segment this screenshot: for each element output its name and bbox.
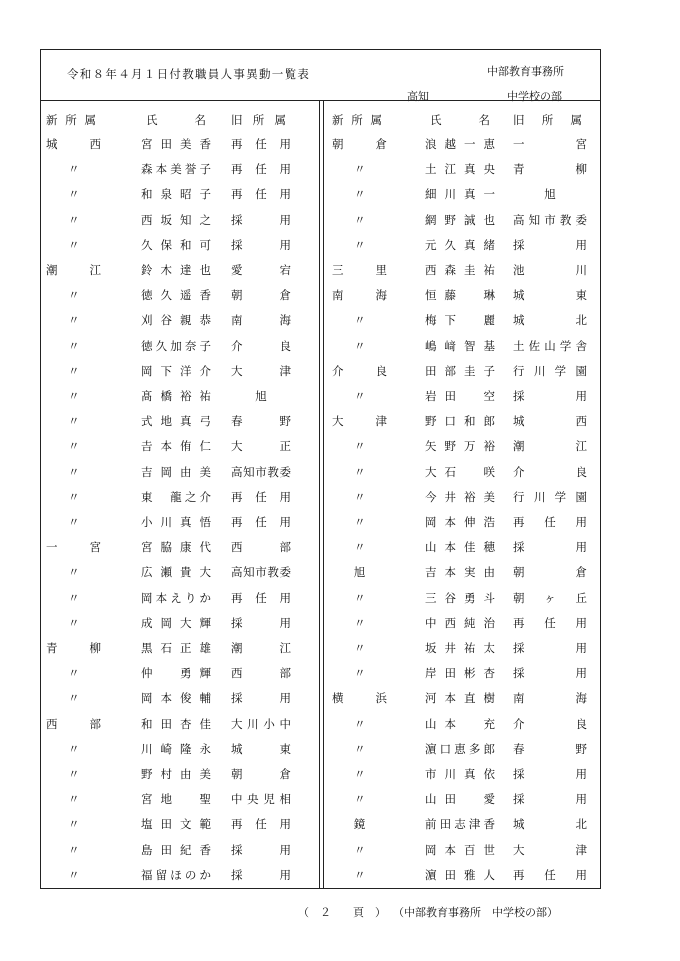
left-row-name: 成岡大輝 xyxy=(141,615,211,630)
right-row-old-post: 再任用 xyxy=(513,867,587,882)
left-row-old-post: 大川小中 xyxy=(231,716,291,731)
left-row-new-post: 〃 xyxy=(68,615,80,630)
left-row-name: 宮脇康代 xyxy=(141,540,211,555)
left-row-new-post: 〃 xyxy=(68,338,80,353)
right-row-old-post: 採 用 xyxy=(513,389,587,403)
right-row-name: 浪越一恵 xyxy=(425,137,495,151)
office-name: 中部教育事務所 xyxy=(487,65,564,78)
right-row-old-post: 行川学園 xyxy=(513,489,587,504)
right-row-old-post: 池 川 xyxy=(513,263,587,277)
left-row-old-post: 高知市教委 xyxy=(231,565,291,580)
left-row-new-post: 西 部 xyxy=(46,716,101,731)
left-row-new-post: 〃 xyxy=(68,313,80,328)
right-row-name: 今井裕美 xyxy=(425,489,495,504)
left-row-name: 広瀬貴大 xyxy=(141,565,211,580)
right-row-old-post: 採 用 xyxy=(513,767,587,781)
left-row-old-post: 西 部 xyxy=(231,540,291,555)
right-row-old-post: 介 良 xyxy=(513,464,587,479)
left-row-name: 岡下洋介 xyxy=(141,363,211,378)
left-row-name: 西坂知之 xyxy=(141,212,211,227)
left-row-old-post: 採 用 xyxy=(231,212,291,227)
right-row-new-post: 〃 xyxy=(354,439,366,454)
left-row-old-post: 大 津 xyxy=(231,363,291,378)
left-row-new-post: 〃 xyxy=(68,212,80,227)
column-header-name: 氏 名 xyxy=(146,113,206,127)
right-row-old-post: 採 用 xyxy=(513,237,587,252)
left-row-new-post: 〃 xyxy=(68,792,80,807)
right-row-new-post: 〃 xyxy=(354,741,366,756)
right-row-name: 岡本伸浩 xyxy=(425,515,495,529)
left-row-old-post: 採 用 xyxy=(231,842,291,857)
left-row-old-post: 愛 宕 xyxy=(231,263,291,277)
left-row-name: 黒石正雄 xyxy=(141,641,211,655)
left-row-name: 髙橋裕祐 xyxy=(141,389,211,403)
left-row-old-post: 旭 xyxy=(255,389,267,403)
page-number: （ ２ 頁 ） xyxy=(298,906,386,919)
left-row-name: 福留ほのか xyxy=(141,867,211,882)
right-row-name: 中西純治 xyxy=(425,615,495,630)
right-row-new-post: 大 津 xyxy=(332,414,387,429)
right-row-new-post: 〃 xyxy=(354,641,366,655)
right-row-new-post: 朝 倉 xyxy=(332,137,387,151)
right-row-name: 岡本百世 xyxy=(425,842,495,857)
right-row-old-post: 土佐山学舎 xyxy=(513,338,587,353)
left-row-old-post: 採 用 xyxy=(231,867,291,882)
left-row-new-post: 〃 xyxy=(68,842,80,857)
right-row-name: 西森圭祐 xyxy=(425,263,495,277)
left-row-old-post: 再任用 xyxy=(231,187,291,202)
left-row-name: 宮地 聖 xyxy=(141,792,211,807)
left-row-old-post: 再任用 xyxy=(231,515,291,529)
left-row-old-post: 城 東 xyxy=(231,741,291,756)
left-row-new-post: 〃 xyxy=(68,237,80,252)
left-row-name: 岡本えりか xyxy=(141,590,211,605)
right-row-name: 山本 充 xyxy=(425,716,495,731)
right-row-old-post: 城 東 xyxy=(513,288,587,303)
left-row-old-post: 採 用 xyxy=(231,237,291,252)
left-row-old-post: 大 正 xyxy=(231,439,291,454)
left-row-new-post: 〃 xyxy=(68,767,80,781)
right-row-name: 岸田彬杏 xyxy=(425,666,495,681)
right-row-new-post: 〃 xyxy=(354,666,366,681)
right-row-name: 網野誠也 xyxy=(425,212,495,227)
left-row-old-post: 採 用 xyxy=(231,615,291,630)
left-row-name: 塩田文範 xyxy=(141,817,211,832)
left-row-name: 川崎隆永 xyxy=(141,741,211,756)
left-row-name: 式地真弓 xyxy=(141,414,211,429)
right-row-name: 嶋﨑智基 xyxy=(425,338,495,353)
column-header-old-post: 旧所属 xyxy=(513,113,582,127)
left-row-name: 𠮷本侑仁 xyxy=(141,439,211,454)
right-row-new-post: 〃 xyxy=(354,792,366,807)
left-row-old-post: 高知市教委 xyxy=(231,464,291,479)
right-row-name: 土江真央 xyxy=(425,162,495,177)
left-row-new-post: 〃 xyxy=(68,867,80,882)
column-header-new-post: 新所属 xyxy=(332,113,382,127)
right-row-new-post: 〃 xyxy=(354,615,366,630)
right-row-name: 濵口恵多郎 xyxy=(425,741,495,756)
header-divider xyxy=(41,100,600,101)
column-divider-1 xyxy=(319,100,320,888)
right-row-name: 山田 愛 xyxy=(425,792,495,807)
left-row-name: 刈谷親恭 xyxy=(141,313,211,328)
left-row-old-post: 再任用 xyxy=(231,137,291,151)
left-row-old-post: 再任用 xyxy=(231,590,291,605)
column-divider-2 xyxy=(323,100,324,888)
left-row-name: 久保和可 xyxy=(141,237,211,252)
left-row-name: 島田紀香 xyxy=(141,842,211,857)
right-row-old-post: 朝ヶ丘 xyxy=(513,590,587,605)
left-row-name: 仲 勇輝 xyxy=(141,666,211,681)
right-row-old-post: 大 津 xyxy=(513,842,587,857)
right-row-old-post: 介 良 xyxy=(513,716,587,731)
left-row-old-post: 介 良 xyxy=(231,338,291,353)
right-row-old-post: 旭 xyxy=(544,187,556,202)
left-row-old-post: 春 野 xyxy=(231,414,291,429)
left-row-new-post: 〃 xyxy=(68,363,80,378)
left-row-old-post: 再任用 xyxy=(231,817,291,832)
left-row-new-post: 潮 江 xyxy=(46,263,101,277)
right-row-name: 大石 咲 xyxy=(425,464,495,479)
left-row-old-post: 南 海 xyxy=(231,313,291,328)
left-row-new-post: 城 西 xyxy=(46,137,101,151)
right-row-old-post: 朝 倉 xyxy=(513,565,587,580)
right-row-new-post: 三 里 xyxy=(332,263,387,277)
right-row-old-post: 高知市教委 xyxy=(513,212,587,227)
left-row-old-post: 潮 江 xyxy=(231,641,291,655)
right-row-new-post: 鏡 xyxy=(353,817,366,832)
left-row-old-post: 中央児相 xyxy=(231,792,291,807)
column-header-name: 氏 名 xyxy=(430,113,490,127)
footer-source: （中部教育事務所 中学校の部） xyxy=(393,906,558,919)
left-row-new-post: 〃 xyxy=(68,817,80,832)
right-row-name: 細川真一 xyxy=(425,187,495,202)
right-row-new-post: 〃 xyxy=(354,389,366,403)
left-row-new-post: 〃 xyxy=(68,389,80,403)
right-row-new-post: 旭 xyxy=(353,565,366,580)
right-row-new-post: 横 浜 xyxy=(332,691,387,706)
right-row-name: 田部圭子 xyxy=(425,363,495,378)
right-row-old-post: 採 用 xyxy=(513,792,587,807)
right-row-name: 梅下 麗 xyxy=(425,313,495,328)
right-row-new-post: 介 良 xyxy=(332,363,387,378)
left-row-new-post: 〃 xyxy=(68,666,80,681)
right-row-new-post: 〃 xyxy=(354,515,366,529)
left-row-old-post: 朝 倉 xyxy=(231,767,291,781)
right-row-old-post: 一 宮 xyxy=(513,137,587,151)
right-row-name: 山本佳穂 xyxy=(425,540,495,555)
left-row-name: 小川真悟 xyxy=(141,515,211,529)
left-row-name: 吉岡由美 xyxy=(141,464,211,479)
right-row-new-post: 〃 xyxy=(354,540,366,555)
roster-frame xyxy=(40,49,601,889)
left-row-name: 宮田美香 xyxy=(141,137,211,151)
right-row-new-post: 〃 xyxy=(354,212,366,227)
left-row-new-post: 〃 xyxy=(68,162,80,177)
left-row-new-post: 〃 xyxy=(68,414,80,429)
right-row-name: 濵田雅人 xyxy=(425,867,495,882)
left-row-name: 和田杏佳 xyxy=(141,716,211,731)
left-row-new-post: 〃 xyxy=(68,565,80,580)
right-row-name: 河本直樹 xyxy=(425,691,495,706)
right-row-new-post: 〃 xyxy=(354,716,366,731)
left-row-new-post: 〃 xyxy=(68,590,80,605)
right-row-old-post: 城 北 xyxy=(513,313,587,328)
right-row-old-post: 再任用 xyxy=(513,615,587,630)
right-row-new-post: 〃 xyxy=(354,489,366,504)
right-row-new-post: 〃 xyxy=(354,237,366,252)
right-row-name: 岩田 空 xyxy=(425,389,495,403)
left-row-old-post: 西 部 xyxy=(231,666,291,681)
left-row-name: 徳久遥香 xyxy=(141,288,211,303)
left-row-new-post: 〃 xyxy=(68,439,80,454)
right-row-new-post: 〃 xyxy=(354,464,366,479)
right-row-new-post: 〃 xyxy=(354,313,366,328)
left-row-new-post: 一 宮 xyxy=(46,540,101,555)
left-row-new-post: 〃 xyxy=(68,464,80,479)
left-row-name: 岡本俊輔 xyxy=(141,691,211,706)
column-header-old-post: 旧所属 xyxy=(231,113,286,127)
right-row-old-post: 城 西 xyxy=(513,414,587,429)
left-row-old-post: 再任用 xyxy=(231,162,291,177)
left-row-name: 徳久加奈子 xyxy=(141,338,211,353)
left-row-name: 和泉昭子 xyxy=(141,187,211,202)
left-row-name: 森本美誉子 xyxy=(141,162,211,177)
right-row-name: 市川真依 xyxy=(425,767,495,781)
right-row-name: 坂井祐太 xyxy=(425,641,495,655)
left-row-old-post: 朝 倉 xyxy=(231,288,291,303)
right-row-new-post: 〃 xyxy=(354,187,366,202)
right-row-old-post: 春 野 xyxy=(513,741,587,756)
right-row-name: 恒藤 琳 xyxy=(425,288,495,303)
right-row-old-post: 南 海 xyxy=(513,691,587,706)
left-row-name: 鈴木達也 xyxy=(141,263,211,277)
prefecture-label: 高知 xyxy=(407,90,429,103)
right-row-old-post: 行川学園 xyxy=(513,363,587,378)
right-row-new-post: 〃 xyxy=(354,162,366,177)
right-row-name: 元久真緒 xyxy=(425,237,495,252)
right-row-name: 前田志津香 xyxy=(425,817,495,832)
right-row-old-post: 採 用 xyxy=(513,641,587,655)
left-row-old-post: 採 用 xyxy=(231,691,291,706)
right-row-name: 吉本実由 xyxy=(425,565,495,580)
right-row-name: 矢野万裕 xyxy=(425,439,495,454)
school-level-label: 中学校の部 xyxy=(507,90,562,103)
left-row-name: 野村由美 xyxy=(141,767,211,781)
left-row-new-post: 〃 xyxy=(68,489,80,504)
right-row-old-post: 採 用 xyxy=(513,540,587,555)
right-row-old-post: 潮 江 xyxy=(513,439,587,454)
right-row-name: 野口和郎 xyxy=(425,414,495,429)
left-row-new-post: 〃 xyxy=(68,187,80,202)
right-row-name: 三谷勇斗 xyxy=(425,590,495,605)
right-row-new-post: 南 海 xyxy=(332,288,387,303)
right-row-new-post: 〃 xyxy=(354,867,366,882)
right-row-old-post: 再任用 xyxy=(513,515,587,529)
right-row-old-post: 青 柳 xyxy=(513,162,587,177)
left-row-old-post: 再任用 xyxy=(231,489,291,504)
right-row-old-post: 採 用 xyxy=(513,666,587,681)
left-row-new-post: 〃 xyxy=(68,515,80,529)
left-row-new-post: 青 柳 xyxy=(46,641,101,655)
right-row-old-post: 城 北 xyxy=(513,817,587,832)
right-row-new-post: 〃 xyxy=(354,767,366,781)
left-row-name: 東 龍之介 xyxy=(141,489,211,504)
right-row-new-post: 〃 xyxy=(354,338,366,353)
column-header-new-post: 新所属 xyxy=(46,113,96,127)
left-row-new-post: 〃 xyxy=(68,288,80,303)
right-row-new-post: 〃 xyxy=(354,842,366,857)
document-title: 令和８年４月１日付教職員人事異動一覧表 xyxy=(67,67,311,81)
left-row-new-post: 〃 xyxy=(68,691,80,706)
right-row-new-post: 〃 xyxy=(354,590,366,605)
left-row-new-post: 〃 xyxy=(68,741,80,756)
